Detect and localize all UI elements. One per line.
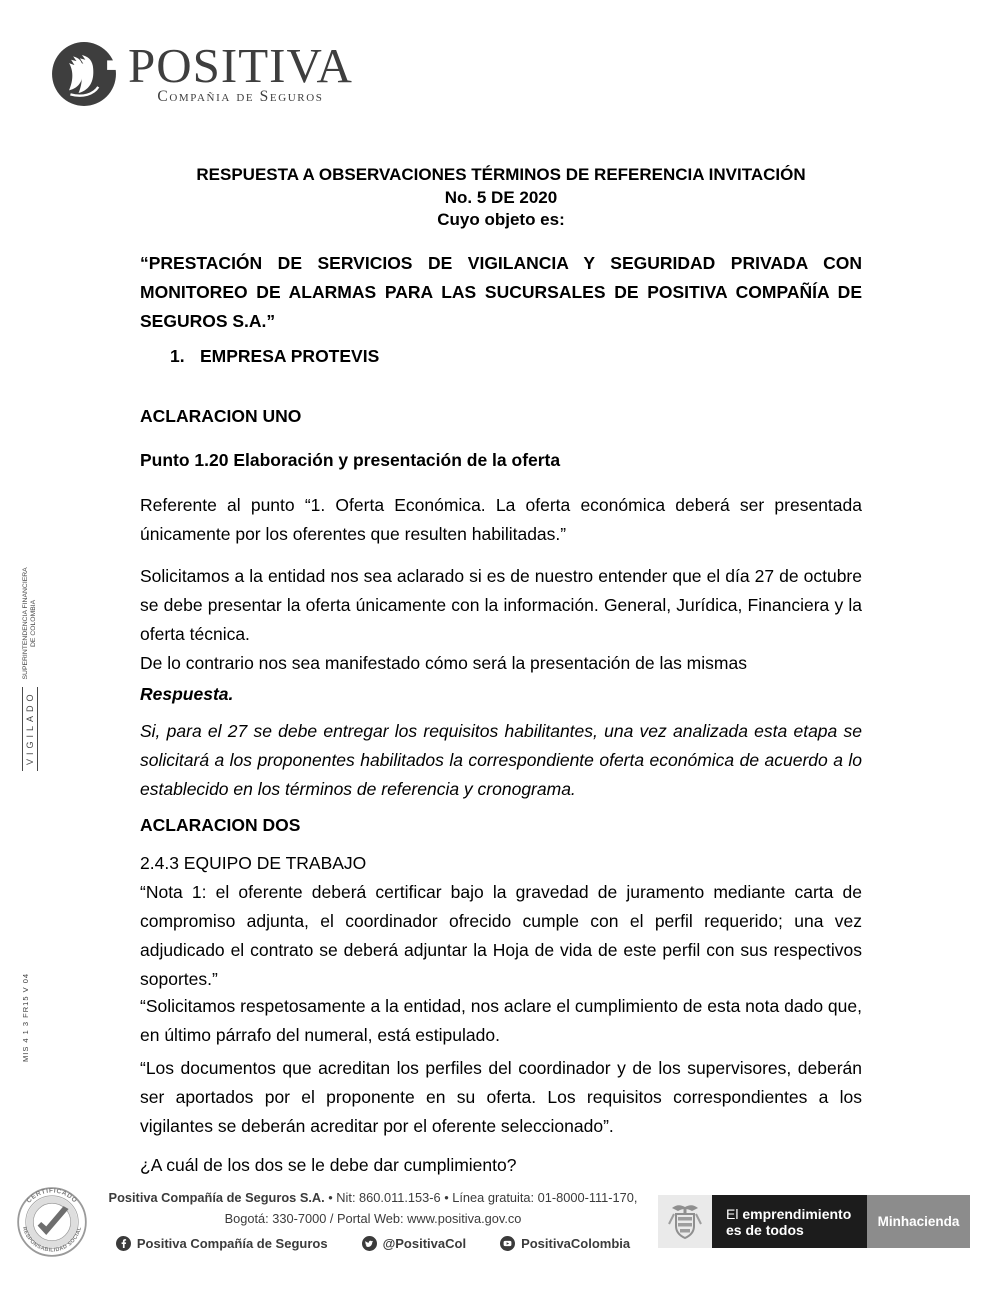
seal-bottom-text: RESPONSABILIDAD SOCIAL [20,1226,84,1254]
footer-contact-info [103,1188,643,1251]
item-number: 1. [170,346,185,366]
equipo-de-trabajo-block [140,849,862,994]
title-line2: No. 5 DE 2020 [444,187,558,207]
footer-line2: Bogotá: 330-7000 / Portal Web: www.positiva.gov.co [224,1210,522,1226]
superintendencia-label [22,567,38,679]
facebook-handle [116,1236,328,1251]
respuesta-paragraph: Si, para el 27 se debe entregar los requisitos habilitantes, una vez analizada esta etapa se solicitará a los proponentes habilitados la correspondiente oferta económica de acuerdo a lo establecido en los términos de referencia y cronograma. [140,721,862,799]
gov-slogan-word: emprendimiento [742,1205,852,1222]
youtube-handle [500,1236,630,1251]
document-code-sidebar [14,952,36,1062]
seal-top-text: CERTIFICADO [25,1187,79,1205]
gov-slogan-line2: es de todos [726,1221,804,1238]
heading-equipo-de-trabajo: 2.4.3 EQUIPO DE TRABAJO [140,853,367,873]
minhacienda-box: Minhacienda [867,1195,970,1248]
document-code: MIS 4 1 3 FR15 V 04 [20,972,30,1062]
colombia-coat-of-arms-icon [668,1202,702,1242]
positiva-logo [50,40,353,108]
paragraph-solicitamos-part1: Solicitamos a la entidad nos sea aclarado si es de nuestro entender que el día 27 de octubre se debe presentar la oferta únicamente con la información. General, Jurídica, Financiera y la oferta técnica. [140,566,862,644]
youtube-label: PositivaColombia [521,1236,631,1251]
paragraph-solicitamos-respetosamente: “Solicitamos respetosamente a la entidad, nos aclare el cumplimiento de esta nota dado que, en último párrafo del numeral, está estipulado. [140,996,862,1045]
government-banner [658,1195,970,1248]
gov-slogan-line1 [726,1206,867,1222]
footer-social-row [103,1236,643,1251]
vigilado-label: VIGILADO [22,687,38,771]
superintendencia-line1: SUPERINTENDENCIA FINANCIERA [22,567,29,680]
paragraph-los-documentos: “Los documentos que acreditan los perfiles del coordinador y de los supervisores, deberán ser aportados por el proponente en su oferta. Los requisitos correspondientes a los vigilantes se deberán acreditar por el oferente seleccionado”. [140,1058,862,1136]
logo-name: POSITIVA [128,38,353,93]
twitter-icon [362,1236,377,1251]
question-line: ¿A cuál de los dos se le debe dar cumplimiento? [140,1155,517,1175]
vigilado-sidebar [8,553,52,771]
youtube-icon [500,1236,515,1251]
numbered-item-empresa-protevis [140,342,862,371]
responsabilidad-social-seal-icon [16,1186,88,1258]
twitter-handle [362,1236,466,1251]
object-paragraph: “PRESTACIÓN DE SERVICIOS DE VIGILANCIA Y SEGURIDAD PRIVADA CON MONITOREO DE ALARMAS PARA LAS SUCURSALES DE POSITIVA COMPAÑÍA DE SEGUROS S.A.” [140,253,862,331]
document-title [140,164,862,232]
colombia-coat-of-arms-box [658,1195,712,1248]
title-line1: RESPUESTA A OBSERVACIONES TÉRMINOS DE REFERENCIA INVITACIÓN [196,165,806,184]
item-title: EMPRESA PROTEVIS [200,346,380,366]
facebook-icon [116,1236,131,1251]
footer-company-name: Positiva Compañía de Seguros S.A. [108,1190,325,1205]
logo-tagline: Compañia de Seguros [157,88,324,105]
footer-line1 [103,1188,643,1209]
positiva-dove-icon [50,40,118,108]
paragraph-referente: Referente al punto “1. Oferta Económica. La oferta económica deberá ser presentada únicamente por los oferentes que resulten habilitadas.” [140,495,862,544]
title-line3: Cuyo objeto es: [437,210,565,229]
superintendencia-line2: DE COLOMBIA [30,599,37,648]
heading-aclaracion-uno: ACLARACION UNO [140,406,302,426]
heading-aclaracion-dos: ACLARACION DOS [140,815,301,835]
logo-wordmark [128,40,353,106]
paragraph-solicitamos [140,562,862,678]
respuesta-label: Respuesta. [140,684,234,704]
facebook-label: Positiva Compañía de Seguros [136,1236,328,1251]
paragraph-solicitamos-part2: De lo contrario nos sea manifestado cómo será la presentación de las mismas [140,653,747,673]
gov-slogan-el: El [726,1205,743,1222]
footer-line1-rest: • Nit: 860.011.153-6 • Línea gratuita: 01-8000-111-170, [324,1190,638,1205]
heading-punto-120: Punto 1.20 Elaboración y presentación de la oferta [140,450,561,470]
paragraph-nota1: “Nota 1: el oferente deberá certificar bajo la gravedad de juramento mediante carta de compromiso adjunta, el coordinador ofrecido cumple con el perfil requerido; una vez adjudicado el contrato se deberá adjuntar la Hoja de vida de este perfil con sus respectivos soportes.” [140,882,862,989]
twitter-label: @PositivaCol [382,1236,467,1251]
gov-slogan-box [712,1195,867,1248]
